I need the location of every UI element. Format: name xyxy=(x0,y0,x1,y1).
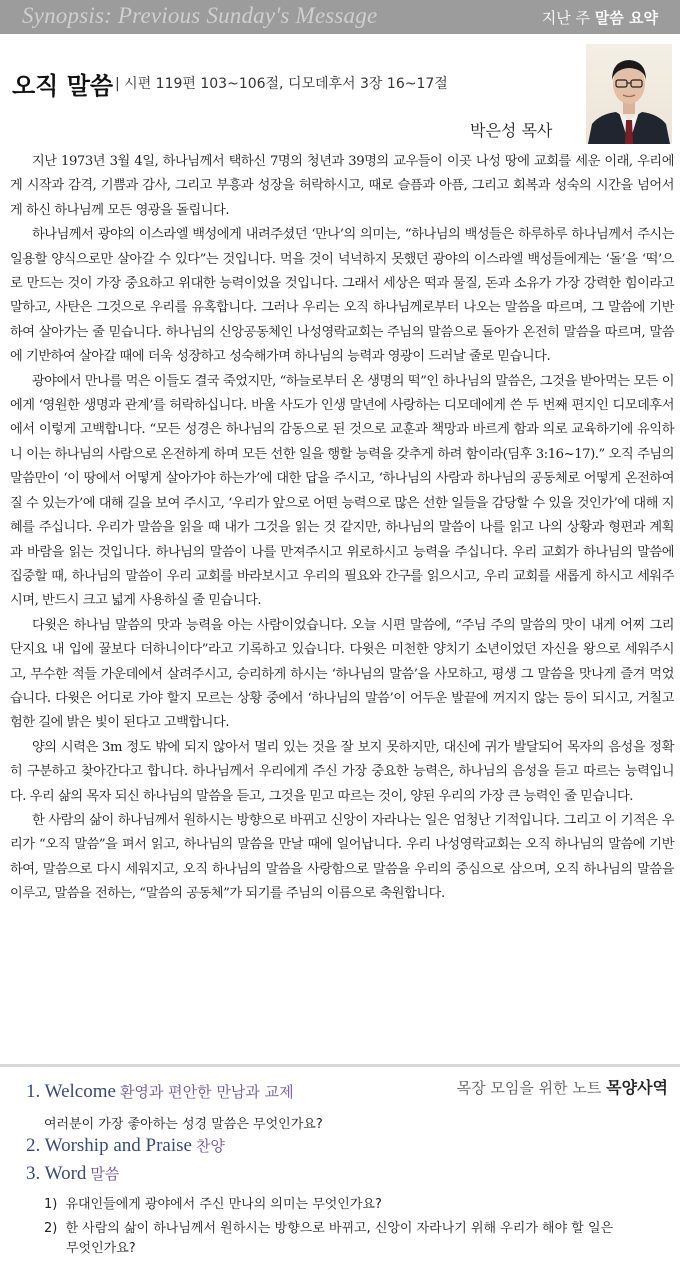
small-group-notes xyxy=(0,1064,680,1263)
word-question-2-cont: 무엇인가요? xyxy=(66,1241,136,1256)
word-question-2-num: 2) xyxy=(44,1221,58,1236)
sermon-paragraph: 하나님께서 광야의 이스라엘 백성에게 내려주셨던 ‘만나’의 의미는, “하나님의 백성들은 하루하루 하나님께서 주시는 일용할 양식으로만 살아갈 수 있다”는 것입니다. 먹을 것이 넉넉하지 못했던 광야의 이스라엘 백성들에게는 ‘돌’을 ‘떡’으로 만드는 것이 가장 중요하고 위대한 능력이었을 것입니다. 그래서 세상은 떡과 물질, 돈과 소유가 가장 강력한 힘이라고 말하고, 사탄은 그것으로 우리를 유혹합니다. 그러나 우리는 오직 하나님께로부터 나오는 말씀을 따르며, 그 말씀에 기반하여 살아가는 줄 믿습니다. 하나님의 신앙공동체인 나성영락교회는 주님의 말씀으로 돌아가 온전히 말씀을 따르며, 말씀에 기반하여 살아갈 때에 더욱 성장하고 성숙해가며 하나님의 능력과 영광이 드러날 줄로 믿습니다. xyxy=(10,227,674,365)
word-question-2-text: 한 사람의 삶이 하나님께서 원하시는 방향으로 바뀌고, 신앙이 자라나기 위해 우리가 해야 할 일은 xyxy=(65,1221,614,1236)
section-worship-eng: 2. Worship and Praise xyxy=(26,1135,192,1156)
sermon-author: 박은성 목사 xyxy=(470,121,553,140)
word-question-1 xyxy=(44,1193,382,1212)
sermon-paragraph: 광야에서 만나를 먹은 이들도 결국 죽었지만, “하늘로부터 온 생명의 떡”인 하나님의 말씀은, 그것을 받아먹는 모든 이에게 ‘영원한 생명과 관계’를 허락하십니다. 바울 사도가 인생 말년에 사랑하는 디모데에게 쓴 두 번째 편지인 디모데후서에서 이렇게 고백합니다. “모든 성경은 하나님의 감동으로 된 것으로 교훈과 책망과 바르게 함과 의로 교육하기에 유익하니 이는 하나님의 사람으로 온전하게 하며 모든 선한 일을 행할 능력을 갖추게 하려 함이라(딤후 3:16~17).” 오직 주님의 말씀만이 ‘이 땅에서 어떻게 살아가야 하는가’에 대한 답을 주시고, ‘하나님의 사람과 하나님의 공동체로 어떻게 온전하여질 수 있는가’에 대해 길을 보여 주시고, ‘우리가 앞으로 어떤 능력으로 많은 선한 일들을 감당할 수 있을 것인가’에 대해 지혜를 주십니다. 우리가 말씀을 읽을 때 내가 그것을 읽는 것 같지만, 하나님의 말씀이 나를 읽고 나의 상황과 형편과 계획과 바람을 읽는 것입니다. 하나님의 말씀이 나를 만져주시고 위로하시고 능력을 주십니다. 우리 교회가 하나님의 말씀에 집중할 때, 하나님의 말씀이 우리 교회를 바라보시고 우리의 필요와 간구를 읽으시고, 우리 교회를 새롭게 하시고 세워주시며, 반드시 크고 넓게 사용하실 줄 믿습니다. xyxy=(10,373,674,609)
section-welcome xyxy=(26,1081,294,1103)
sermon-paragraph: 양의 시력은 3m 정도 밖에 되지 않아서 멀리 있는 것을 잘 보지 못하지만, 대신에 귀가 발달되어 목자의 음성을 정확히 구분하고 찾아간다고 합니다. 하나님께서 우리에게 주신 가장 중요한 능력은, 하나님의 음성을 듣고 따르는 능력입니다. 우리 삶의 목자 되신 하나님의 말씀을 듣고, 그것을 믿고 따르는 것이, 양된 우리의 가장 큰 능력인 줄 믿습니다. xyxy=(10,739,674,804)
header-korean-prefix: 지난 주 xyxy=(541,9,591,27)
section-worship xyxy=(26,1135,225,1157)
sermon-scripture: | 시편 119편 103~106절, 디모데후서 3장 16~17절 xyxy=(115,76,448,92)
section-word-eng: 3. Word xyxy=(26,1163,87,1184)
sermon-paragraph: 지난 1973년 3월 4일, 하나님께서 택하신 7명의 청년과 39명의 교우들이 이곳 나성 땅에 교회를 세운 이래, 우리에게 시작과 감격, 기쁨과 감사, 그리고 부흥과 성장을 허락하시고, 때로 슬픔과 아픔, 그리고 회복과 성숙의 시간을 넘어서게 하신 하나님께 모든 영광을 돌립니다. xyxy=(10,154,674,218)
sermon-body xyxy=(10,150,674,907)
notes-header xyxy=(457,1075,668,1098)
section-welcome-ko: 환영과 편안한 만남과 교제 xyxy=(119,1083,294,1101)
pastor-photo xyxy=(586,44,672,144)
sermon-title: 오직 말씀 xyxy=(12,72,114,100)
welcome-question: 여러분이 가장 좋아하는 성경 말씀은 무엇인가요? xyxy=(44,1117,323,1132)
word-question-2 xyxy=(44,1217,613,1236)
header-korean-title xyxy=(542,7,658,28)
section-worship-ko: 찬양 xyxy=(195,1137,225,1155)
sermon-title-bar xyxy=(0,62,575,102)
header-bar xyxy=(0,0,680,34)
header-english-title: Synopsis: Previous Sunday's Message xyxy=(22,3,378,28)
header-korean-bold: 말씀 요약 xyxy=(594,9,658,27)
sermon-paragraph: 다윗은 하나님 말씀의 맛과 능력을 아는 사람이었습니다. 오늘 시편 말씀에, “주님 주의 말씀의 맛이 내게 어찌 그리 단지요 내 입에 꿀보다 더하니이다”라고 기록하고 있습니다. 다윗은 미천한 양치기 소년이었던 자신을 왕으로 세워주시고, 무수한 적들 가운데에서 살려주시고, 승리하게 하시는 ‘하나님의 말씀’을 사모하고, 평생 그 말씀을 맛나게 즐겨 먹었습니다. 다윗은 어디로 가야 할지 모르는 상황 중에서 ‘하나님의 말씀’이 어두운 발끝에 꺼지지 않는 등이 되시고, 거칠고 험한 길에 밝은 빛이 된다고 고백합니다. xyxy=(10,617,674,731)
word-question-1-text: 유대인들에게 광야에서 주신 만나의 의미는 무엇인가요? xyxy=(65,1197,382,1212)
notes-header-bold: 목양사역 xyxy=(606,1078,668,1097)
notes-header-prefix: 목장 모임을 위한 노트 xyxy=(456,1079,602,1097)
sermon-paragraph: 한 사람의 삶이 하나님께서 원하시는 방향으로 바뀌고 신앙이 자라나는 일은 엄청난 기적입니다. 그리고 이 기적은 우리가 “오직 말씀”을 펴서 읽고, 하나님의 말씀을 만날 때에 일어납니다. 우리 나성영락교회는 오직 하나님의 말씀에 기반하여, 말씀으로 다시 세워지고, 오직 하나님의 말씀을 사랑함으로 말씀을 우리의 중심으로 삼으며, 오직 하나님의 말씀을 이루고, 말씀을 전하는, “말씀의 공동체”가 되기를 주님의 이름으로 축원합니다. xyxy=(10,812,674,902)
section-word-ko: 말씀 xyxy=(90,1165,120,1183)
section-welcome-eng: 1. Welcome xyxy=(26,1081,116,1102)
word-question-1-num: 1) xyxy=(44,1197,58,1212)
section-word xyxy=(26,1163,119,1185)
